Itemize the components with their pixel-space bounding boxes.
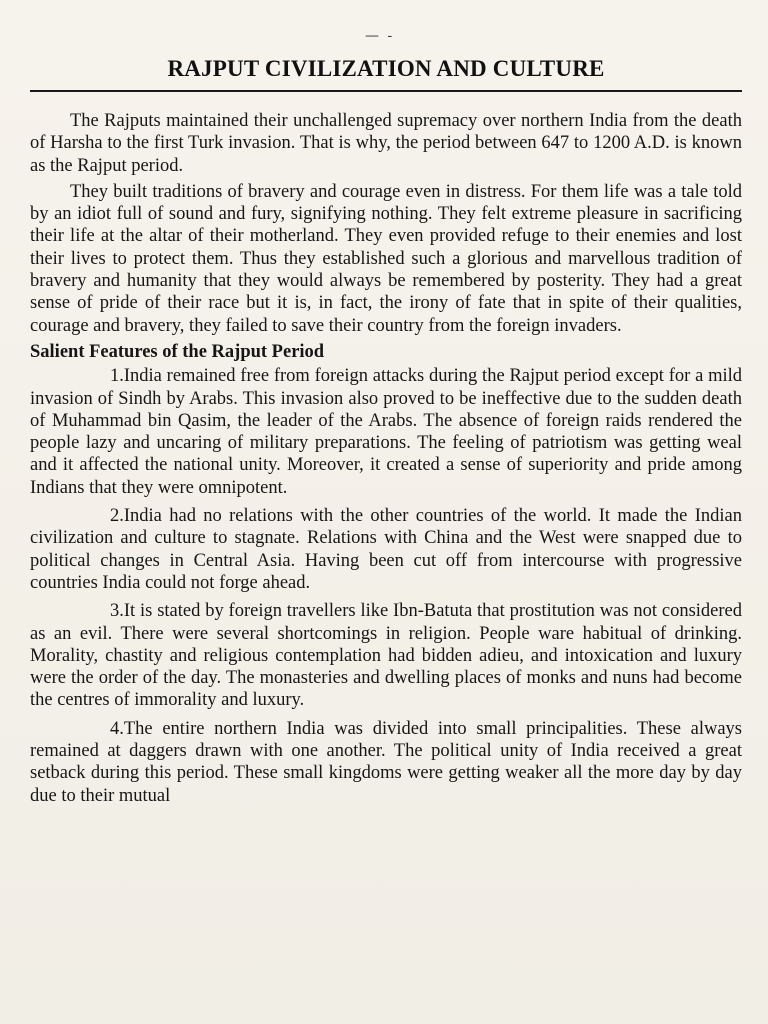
page-top-mark: — - — [365, 28, 395, 44]
feature-paragraph-3 — [30, 600, 742, 711]
title-underline — [30, 90, 742, 92]
feature-number: 1. — [110, 366, 124, 387]
page-title: RAJPUT CIVILIZATION AND CULTURE — [167, 56, 605, 81]
feature-text: India had no relations with the other countries of the world. It made the Indian civilization and culture to stagnate. Relations with China and the West were snapped due to political changes in Central Asia. Having been cut off from intercourse with progressive countries India could not forge ahead. — [30, 506, 742, 593]
feature-paragraph-1 — [30, 365, 742, 499]
intro-paragraph-1: The Rajputs maintained their unchallenged supremacy over northern India from the death of Harsha to the first Turk invasion. That is why, the period between 647 to 1200 A.D. is known as the Rajput period. — [30, 111, 742, 176]
feature-number: 4. — [110, 718, 124, 739]
feature-number: 2. — [110, 506, 124, 527]
intro-paragraph-2: They built traditions of bravery and courage even in distress. For them life was a tale told by an idiot full of sound and fury, signifying nothing. They felt extreme pleasure in sacrificing their life at the altar of their motherland. They even provided refuge to their enemies and lost their lives to protect them. Thus they established such a glorious and marvellous tradition of bravery and humanity that they would always be remembered by posterity. They had a great sense of pride of their race but it is, in fact, the irony of fate that in spite of their qualities, courage and bravery, they failed to save their country from the foreign invaders. — [30, 181, 742, 336]
section-heading: Salient Features of the Rajput Period — [30, 341, 325, 362]
document-body — [30, 110, 742, 813]
feature-text: India remained free from foreign attacks during the Rajput period except for a mild invasion of Sindh by Arabs. This invasion also proved to be ineffective due to the sudden death of Muhammad bin Qasim, the leader of the Arabs. The absence of foreign raids rendered the people lazy and uncaring of military preparations. The feeling of patriotism was getting weal and it affected the national unity. Moreover, it created a sense of superiority and pride among Indians that they were omnipotent. — [30, 366, 742, 498]
feature-number: 3. — [110, 601, 124, 622]
feature-text: The entire northern India was divided into small principalities. These always remained at daggers drawn with one another. The political unity of India received a great setback during this period. These small kingdoms were getting weaker all the more day by day due to their mutual — [30, 718, 742, 806]
feature-text: It is stated by foreign travellers like Ibn-Batuta that prostitution was not considered as an evil. There were several shortcomings in religion. People ware habitual of drinking. Morality, chastity and religious contemplation had bidden adieu, and intoxication and luxury were the order of the day. The monasteries and dwelling places of monks and nuns had become the centres of immorality and luxury. — [30, 601, 742, 711]
feature-paragraph-2 — [30, 505, 742, 594]
feature-paragraph-4 — [30, 718, 742, 807]
